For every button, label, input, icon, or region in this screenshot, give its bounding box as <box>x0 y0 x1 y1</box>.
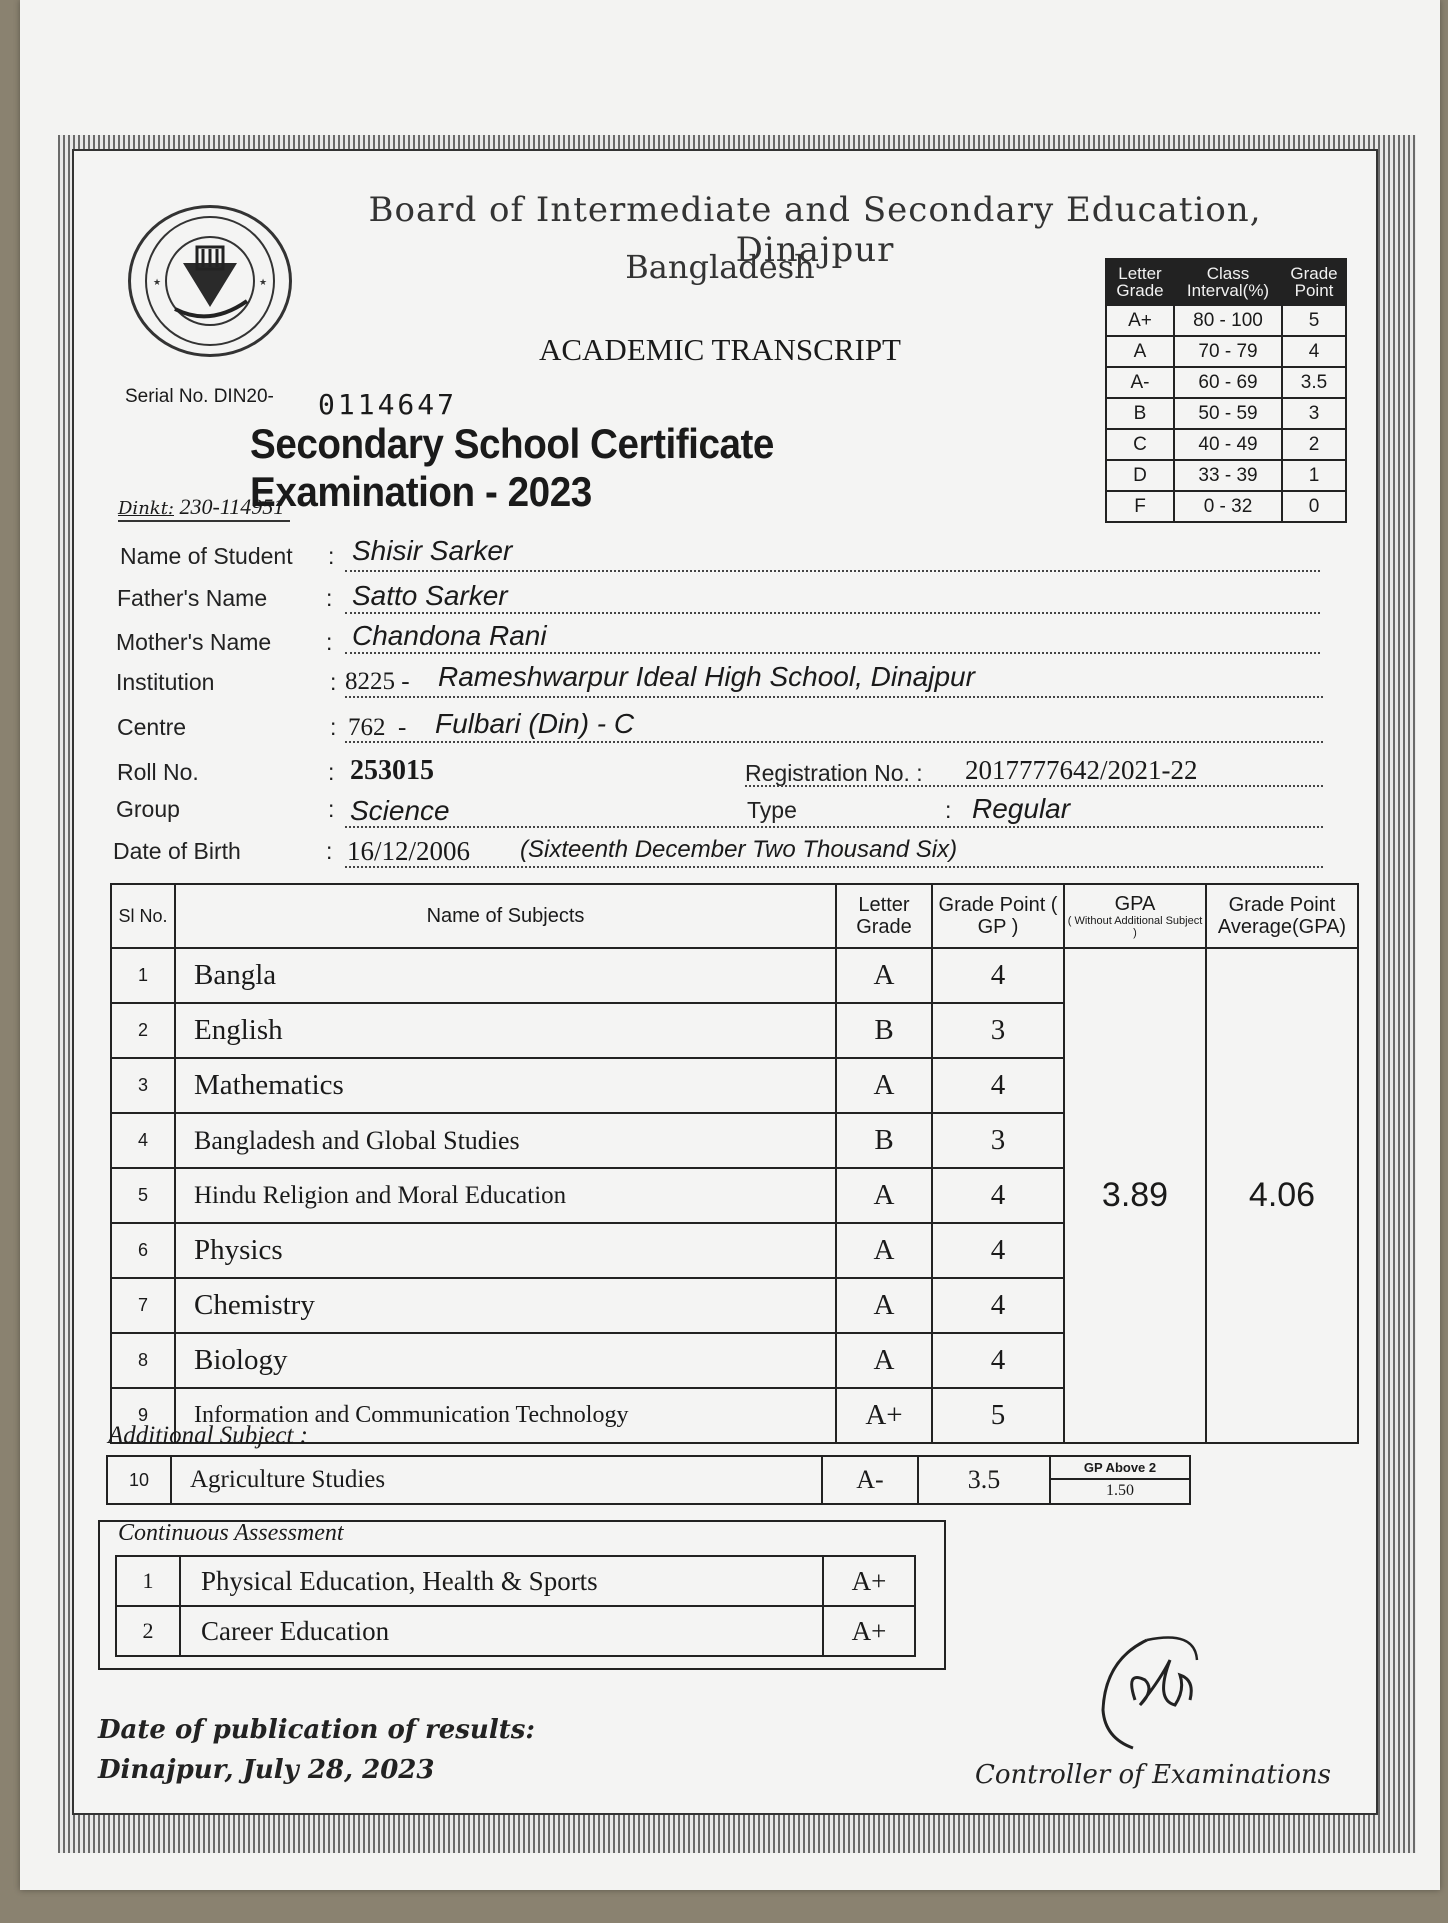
subject-letter-grade: A <box>836 1333 932 1388</box>
institution-code: 8225 - <box>345 668 410 695</box>
subject-sl: 4 <box>111 1113 175 1168</box>
dotted-line <box>345 570 1320 572</box>
exam-title: Secondary School Certificate Examination - 2023 <box>250 420 774 515</box>
subject-letter-grade: A <box>836 1278 932 1333</box>
grade-scale-header: Class Interval(%) <box>1174 259 1282 305</box>
subject-letter-grade: A <box>836 948 932 1003</box>
subject-grade-point: 4 <box>932 1168 1064 1223</box>
mother-name-label: Mother's Name <box>116 629 272 655</box>
gpa-header-sub: ( Without Additional Subject ) <box>1067 915 1203 939</box>
subject-sl: 10 <box>107 1456 171 1504</box>
father-name: Satto Sarker <box>352 580 508 611</box>
publication-label: Date of publication of results: <box>98 1715 535 1745</box>
col-header-sl: Sl No. <box>111 884 175 948</box>
grade-scale-row <box>1106 429 1346 460</box>
gpa-without-additional: 3.89 <box>1064 948 1206 1443</box>
subject-grade-point: 4 <box>932 1333 1064 1388</box>
table-row <box>107 1456 1190 1504</box>
group-value: Science <box>350 795 450 826</box>
subject-name: Bangladesh and Global Studies <box>175 1113 836 1168</box>
serial-number: 0114647 <box>318 388 458 421</box>
subject-letter-grade: B <box>836 1113 932 1168</box>
grade-scale-cell: 2 <box>1282 429 1346 460</box>
dotted-line <box>345 866 1323 868</box>
svg-text:★: ★ <box>259 278 268 288</box>
subject-sl: 6 <box>111 1223 175 1278</box>
grade-scale-cell: F <box>1106 491 1174 522</box>
subject-name: Mathematics <box>175 1058 836 1113</box>
grade-scale-cell: A <box>1106 336 1174 367</box>
dinkt-stamp <box>118 494 290 522</box>
dob-value: 16/12/2006 <box>347 836 471 866</box>
subject-sl: 2 <box>111 1003 175 1058</box>
subject-name: Information and Communication Technology <box>175 1388 836 1443</box>
continuous-assessment-label: Continuous Assessment <box>118 1520 344 1546</box>
dob-words: (Sixteenth December Two Thousand Six) <box>520 836 958 863</box>
col-header-subject: Name of Subjects <box>175 884 836 948</box>
subjects-table <box>110 883 1359 1444</box>
dotted-line <box>345 612 1320 614</box>
grade-scale-row <box>1106 305 1346 336</box>
grade-scale-cell: 3.5 <box>1282 367 1346 398</box>
subject-name: Hindu Religion and Moral Education <box>175 1168 836 1223</box>
publication-date <box>98 1710 535 1790</box>
grade-scale-cell: 0 <box>1282 491 1346 522</box>
grade-scale-cell: B <box>1106 398 1174 429</box>
type-value: Regular <box>972 793 1071 824</box>
subject-grade-point: 4 <box>932 948 1064 1003</box>
subject-letter-grade: B <box>836 1003 932 1058</box>
dotted-line <box>345 652 1320 654</box>
grade-scale-cell: 1 <box>1282 460 1346 491</box>
subject-name: Physics <box>175 1223 836 1278</box>
student-name-label: Name of Student <box>120 543 293 569</box>
subject-letter-grade: A <box>836 1058 932 1113</box>
col-header-gpa <box>1064 884 1206 948</box>
continuous-assessment-table <box>115 1555 916 1657</box>
grade-scale-cell: A+ <box>1106 305 1174 336</box>
centre-label: Centre <box>117 714 187 740</box>
mother-name: Chandona Rani <box>352 620 547 651</box>
grade-scale-cell: 80 - 100 <box>1174 305 1282 336</box>
colon: : <box>330 669 337 695</box>
institution-name: Rameshwarpur Ideal High School, Dinajpur <box>438 661 975 692</box>
subject-sl: 8 <box>111 1333 175 1388</box>
subject-letter-grade: A <box>836 1168 932 1223</box>
grade-scale-cell: D <box>1106 460 1174 491</box>
dotted-line <box>345 696 1323 698</box>
grade-scale-header: Letter Grade <box>1106 259 1174 305</box>
grade-scale-cell: 50 - 59 <box>1174 398 1282 429</box>
grade-scale-row <box>1106 491 1346 522</box>
table-row <box>111 948 1358 1003</box>
group-label: Group <box>116 796 180 822</box>
grade-scale-cell: 70 - 79 <box>1174 336 1282 367</box>
dotted-line <box>345 741 1323 743</box>
ca-name: Career Education <box>180 1606 823 1656</box>
board-name: Board of Intermediate and Secondary Education, Dinajpur <box>368 190 1262 270</box>
subject-letter-grade: A <box>836 1223 932 1278</box>
dinkt-value: 230-114951 <box>179 494 285 519</box>
subject-sl: 3 <box>111 1058 175 1113</box>
colon: : <box>326 629 333 655</box>
subject-grade-point: 4 <box>932 1278 1064 1333</box>
colon: : <box>945 797 952 823</box>
centre-name: Fulbari (Din) - C <box>435 708 635 739</box>
subject-name: English <box>175 1003 836 1058</box>
controller-title: Controller of Examinations <box>975 1760 1331 1790</box>
grade-scale-cell: 3 <box>1282 398 1346 429</box>
subject-name: Biology <box>175 1333 836 1388</box>
grade-scale-cell: C <box>1106 429 1174 460</box>
grade-scale-row <box>1106 336 1346 367</box>
grade-scale-cell: 33 - 39 <box>1174 460 1282 491</box>
colon: : <box>328 759 335 785</box>
father-name-label: Father's Name <box>117 585 268 611</box>
subject-sl: 9 <box>111 1388 175 1443</box>
subject-grade-point: 5 <box>932 1388 1064 1443</box>
roll-label: Roll No. <box>117 759 199 785</box>
gpa-header-main: GPA <box>1114 893 1156 915</box>
svg-text:★: ★ <box>153 278 162 288</box>
subject-sl: 5 <box>111 1168 175 1223</box>
board-seal-logo <box>128 205 292 357</box>
colon: : <box>328 543 335 569</box>
table-row <box>116 1606 915 1656</box>
subject-grade-point: 3 <box>932 1003 1064 1058</box>
grade-scale-cell: 5 <box>1282 305 1346 336</box>
col-header-gpa-total: Grade Point Average(GPA) <box>1206 884 1358 948</box>
colon: : <box>328 796 335 822</box>
dotted-line <box>345 826 1323 828</box>
subject-sl: 1 <box>111 948 175 1003</box>
subject-name: Chemistry <box>175 1278 836 1333</box>
colon: : <box>330 714 337 740</box>
registration-label: Registration No. : <box>745 760 923 786</box>
additional-subject-table <box>106 1455 1191 1505</box>
subject-name: Bangla <box>175 948 836 1003</box>
colon: : <box>326 838 333 864</box>
dinkt-label: Dinkt: <box>118 498 174 519</box>
grade-scale-row <box>1106 367 1346 398</box>
grade-scale-cell: 0 - 32 <box>1174 491 1282 522</box>
subject-letter-grade: A+ <box>836 1388 932 1443</box>
subject-name: Agriculture Studies <box>171 1456 822 1504</box>
document-title: ACADEMIC TRANSCRIPT <box>538 332 901 367</box>
subject-grade-point: 3 <box>932 1113 1064 1168</box>
gp-above-label: GP Above 2 <box>1051 1458 1189 1480</box>
grade-scale-row <box>1106 460 1346 491</box>
ca-name: Physical Education, Health & Sports <box>180 1556 823 1606</box>
type-label: Type <box>747 797 797 823</box>
subject-grade-point: 3.5 <box>918 1456 1050 1504</box>
grade-scale-cell: 40 - 49 <box>1174 429 1282 460</box>
serial-label: Serial No. DIN20- <box>125 386 274 407</box>
dotted-line <box>745 785 1323 787</box>
ca-grade: A+ <box>823 1606 915 1656</box>
dob-label: Date of Birth <box>113 838 241 864</box>
col-header-letter-grade: Letter Grade <box>836 884 932 948</box>
grade-scale-cell: A- <box>1106 367 1174 398</box>
gp-above-cell <box>1050 1456 1190 1504</box>
subject-grade-point: 4 <box>932 1223 1064 1278</box>
student-name: Shisir Sarker <box>352 535 513 566</box>
subject-grade-point: 4 <box>932 1058 1064 1113</box>
centre-code: 762 - <box>348 714 407 741</box>
gp-above-value: 1.50 <box>1106 1482 1134 1499</box>
colon: : <box>326 585 333 611</box>
gpa-total: 4.06 <box>1206 948 1358 1443</box>
roll-number: 253015 <box>350 755 434 786</box>
grade-scale-row <box>1106 398 1346 429</box>
additional-subject-label: Additional Subject : <box>108 1422 308 1449</box>
ca-grade: A+ <box>823 1556 915 1606</box>
grade-scale-cell: 60 - 69 <box>1174 367 1282 398</box>
institution-label: Institution <box>116 669 215 695</box>
grade-scale-header: Grade Point <box>1282 259 1346 305</box>
col-header-grade-point: Grade Point ( GP ) <box>932 884 1064 948</box>
country-name: Bangladesh <box>625 248 815 286</box>
publication-place-date: Dinajpur, July 28, 2023 <box>98 1755 435 1785</box>
subject-letter-grade: A- <box>822 1456 918 1504</box>
ca-sl: 2 <box>116 1606 180 1656</box>
grade-scale-cell: 4 <box>1282 336 1346 367</box>
controller-signature <box>1085 1620 1225 1760</box>
table-row <box>116 1556 915 1606</box>
grade-scale-table <box>1105 258 1347 523</box>
registration-number: 2017777642/2021-22 <box>965 755 1198 785</box>
subject-sl: 7 <box>111 1278 175 1333</box>
ca-sl: 1 <box>116 1556 180 1606</box>
